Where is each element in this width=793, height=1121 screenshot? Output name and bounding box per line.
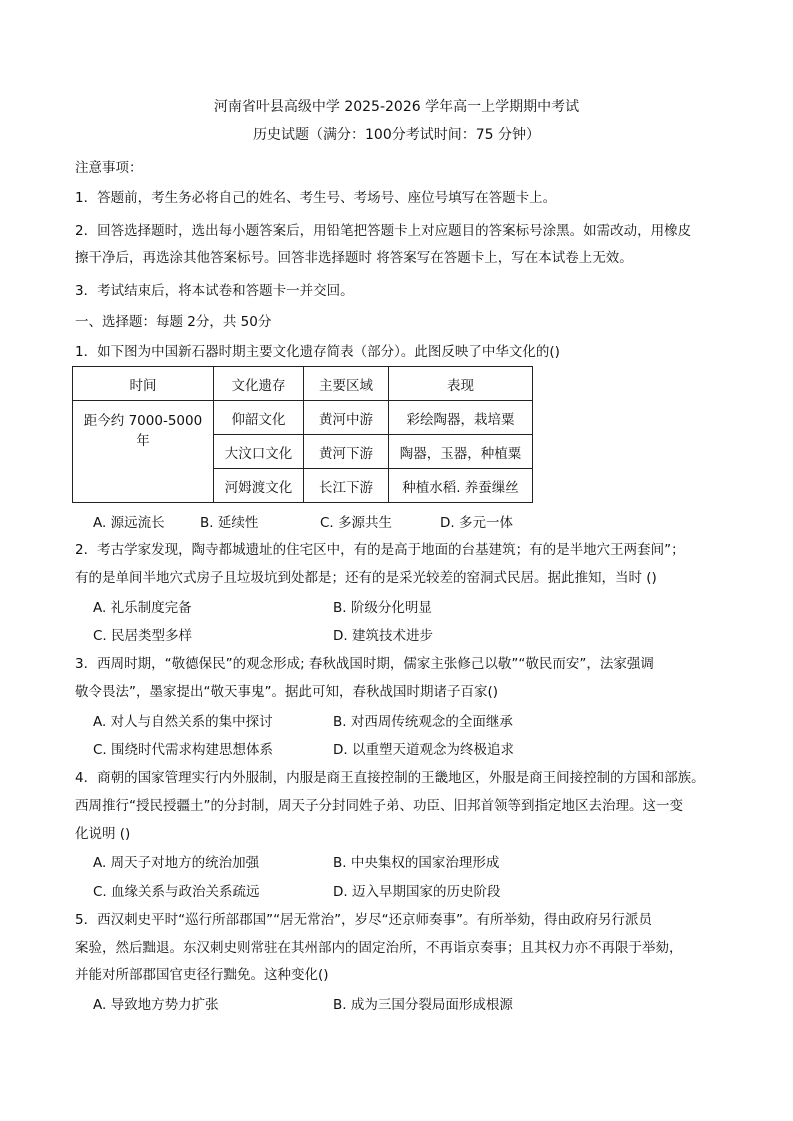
- question-1-stem: 1．如下图为中国新石器时期主要文化遗存简表（部分）。此图反映了中华文化的(): [75, 344, 560, 360]
- question-2-stem: 有的是单间半地穴式房子且垃圾坑到处都是；还有的是采光较差的窑洞式民居。据此推知，当时 (): [75, 570, 657, 586]
- question-1-option-b: B. 延续性: [200, 515, 259, 531]
- question-4-option-c: C. 血缘关系与政治关系疏远: [93, 884, 260, 900]
- table-header-row: [73, 367, 533, 401]
- table-cell: 种植水稻. 养蚕缫丝: [389, 469, 533, 503]
- notice-item: 2．回答选择题时，选出每小题答案后，用铅笔把答题卡上对应题目的答案标号涂黑。如需改动，用橡皮: [75, 223, 692, 239]
- exam-subtitle: 历史试题（满分：100分考试时间：75 分钟）: [253, 127, 540, 143]
- exam-title: 河南省叶县高级中学 2025-2026 学年高一上学期期中考试: [213, 99, 580, 115]
- table-cell: 河姆渡文化: [214, 469, 304, 503]
- question-5-stem: 5．西汉刺史平时“巡行所部郡国”“居无常治”，岁尽“还京师奏事”。有所举劾，得由政府另行派员: [75, 912, 653, 928]
- question-3-option-a: A. 对人与自然关系的集中探讨: [93, 714, 273, 730]
- question-2-option-a: A. 礼乐制度完备: [93, 600, 192, 616]
- question-3-option-d: D. 以重塑天道观念为终极追求: [333, 742, 514, 758]
- table-cell: 长江下游: [304, 469, 389, 503]
- question-1-option-a: A. 源远流长: [93, 515, 165, 531]
- table-row: [73, 401, 533, 435]
- question-2-option-d: D. 建筑技术进步: [333, 628, 433, 644]
- table-cell: 黄河中游: [304, 401, 389, 435]
- table-header-cell: 主要区域: [304, 367, 389, 401]
- question-5-stem: 案验，然后黜退。东汉刺史则常驻在其州部内的固定治所，不再诣京奏事；且其权力亦不再限于举劾，: [75, 940, 683, 956]
- table-cell: 仰韶文化: [214, 401, 304, 435]
- section-heading: 一、选择题：每题 2分，共 50分: [75, 314, 272, 330]
- question-4-option-b: B. 中央集权的国家治理形成: [333, 855, 500, 871]
- question-4-option-a: A. 周天子对地方的统治加强: [93, 855, 260, 871]
- question-4-stem: 西周推行“授民授疆土”的分封制，周天子分封同姓子弟、功臣、旧邦首领等到指定地区去治理。这一变: [75, 798, 683, 814]
- table-cell: 陶器，玉器，种植粟: [389, 435, 533, 469]
- notice-item: 擦干净后，再选涂其他答案标号。回答非选择题时 将答案写在答题卡上，写在本试卷上无效。: [75, 250, 633, 266]
- notice-item: 1．答题前，考生务必将自己的姓名、考生号、考场号、座位号填写在答题卡上。: [75, 190, 557, 206]
- question-3-stem: 3．西周时期，“敬德保民”的观念形成; 春秋战国时期，儒家主张修己以敬”“敬民而安”，法家强调: [75, 656, 654, 672]
- table-header-cell: 时间: [73, 367, 214, 401]
- table-period-cell: 距今约 7000-5000 年: [73, 401, 214, 503]
- question-5-option-a: A. 导致地方势力扩张: [93, 997, 219, 1013]
- question-3-option-c: C. 围绕时代需求构建思想体系: [93, 742, 274, 758]
- notice-heading: 注意事项：: [75, 160, 143, 176]
- question-1-option-d: D. 多元一体: [440, 515, 513, 531]
- table-header-cell: 文化遗存: [214, 367, 304, 401]
- table-cell: 彩绘陶器，栽培粟: [389, 401, 533, 435]
- table-header-cell: 表现: [389, 367, 533, 401]
- question-4-stem: 化说明 (): [75, 826, 131, 842]
- question-5-option-b: B. 成为三国分裂局面形成根源: [333, 997, 513, 1013]
- notice-item: 3．考试结束后，将本试卷和答题卡一并交回。: [75, 283, 354, 299]
- question-2-stem: 2．考古学家发现，陶寺都城遗址的住宅区中，有的是高于地面的台基建筑；有的是半地穴王两套间”；: [75, 542, 685, 558]
- question-2-option-b: B. 阶级分化明显: [333, 600, 432, 616]
- question-3-option-b: B. 对西周传统观念的全面继承: [333, 714, 513, 730]
- question-3-stem: 敬令畏法”，墨家提出“敬天事鬼”。据此可知，春秋战国时期诸子百家(): [75, 684, 499, 700]
- question-5-stem: 并能对所部郡国官吏径行黜免。这种变化(): [75, 967, 329, 983]
- table-cell: 黄河下游: [304, 435, 389, 469]
- table-cell: 大汶口文化: [214, 435, 304, 469]
- question-4-stem: 4．商朝的国家管理实行内外服制，内服是商王直接控制的王畿地区，外服是商王间接控制的方国和部族。: [75, 770, 705, 786]
- culture-table: [72, 366, 533, 503]
- question-2-option-c: C. 民居类型多样: [93, 628, 193, 644]
- question-1-option-c: C. 多源共生: [320, 515, 393, 531]
- question-4-option-d: D. 迈入早期国家的历史阶段: [333, 884, 501, 900]
